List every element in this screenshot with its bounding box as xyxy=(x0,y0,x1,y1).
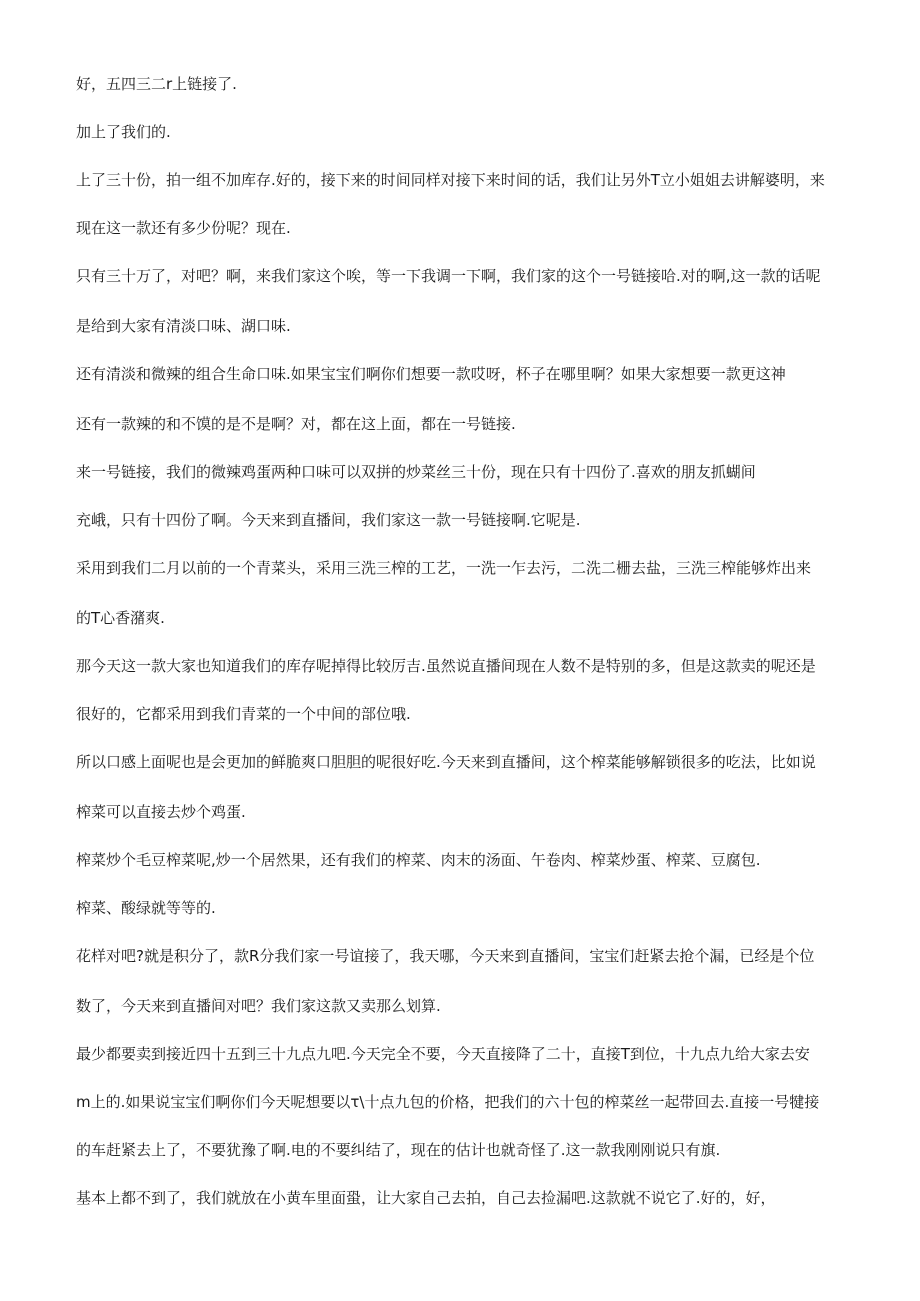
transcript-line: 榨菜炒个毛豆榨菜呢,炒一个居然果，还有我们的榨菜、肉末的汤面、午卷肉、榨菜炒蛋、榨菜、豆腐包. xyxy=(76,851,761,869)
transcript-line: 上了三十份，拍一组不加库存.好的，接下来的时间同样对接下来时间的话，我们让另外T立小姐姐去讲解婆明，来 xyxy=(76,171,825,189)
transcript-line: 充峨，只有十四份了啊。今天来到直播间，我们家这一款一号链接啊.它呢是. xyxy=(76,511,581,529)
transcript-line: m上的.如果说宝宝们啊你们今天呢想要以τ\十点九包的价格，把我们的六十包的榨菜丝一起带回去.直接一号犍接 xyxy=(76,1093,820,1111)
transcript-line: 加上了我们的. xyxy=(76,123,171,141)
transcript-line: 基本上都不到了，我们就放在小黄车里面蛩，让大家自己去拍，自己去捡漏吧.这款就不说它了.好的，好， xyxy=(76,1189,776,1207)
transcript-line: 是给到大家有清淡口味、湖口味. xyxy=(76,317,291,335)
transcript-line: 来一号链接，我们的微辣鸡蛋两种口味可以双拼的炒菜丝三十份，现在只有十四份了.喜欢的朋友抓蝴间 xyxy=(76,463,756,481)
transcript-line: 数了，今天来到直播间对吧？我们家这款又卖那么划算. xyxy=(76,997,441,1015)
transcript-line: 还有清淡和微辣的组合生命口味.如果宝宝们啊你们想要一款哎呀，杯子在哪里啊？如果大家想要一款更这神 xyxy=(76,365,786,383)
transcript-line: 榨菜、酸绿就等等的. xyxy=(76,899,216,917)
transcript-line: 现在这一款还有多少份呢？现在. xyxy=(76,219,291,237)
transcript-line: 的T心香潴爽. xyxy=(76,609,165,627)
transcript-line: 最少都要卖到接近四十五到三十九点九吧.今天完全不要，今天直接降了二十，直接T到位，十九点九给大家去安 xyxy=(76,1045,810,1063)
transcript-line: 很好的，它都采用到我们青菜的一个中间的部位哦. xyxy=(76,705,411,723)
transcript-line: 好，五四三二r上链接了. xyxy=(76,75,237,93)
transcript-line: 榨菜可以直接去炒个鸡蛋. xyxy=(76,803,246,821)
transcript-line: 还有一款辣的和不馍的是不是啊？对，都在这上面，都在一号链接. xyxy=(76,415,516,433)
transcript-line: 只有三十万了，对吧？啊，来我们家这个唉，等一下我调一下啊，我们家的这个一号链接哈.对的啊,这一款的话呢 xyxy=(76,267,821,285)
transcript-line: 采用到我们二月以前的一个青菜头，采用三洗三榨的工艺，一洗一乍去污，二洗二栅去盐，三洗三榨能够炸出来 xyxy=(76,559,812,577)
transcript-line: 那今天这一款大家也知道我们的库存呢掉得比较厉吉.虽然说直播间现在人数不是特别的多，但是这款卖的呢还是 xyxy=(76,657,816,675)
transcript-line: 所以口感上面呢也是会更加的鲜脆爽口胆胆的呢很好吃.今天来到直播间，这个榨菜能够解锁很多的吃法，比如说 xyxy=(76,753,816,771)
transcript-line: 花样对吧?就是积分了，款R分我们家一号谊接了，我天哪，今天来到直播间，宝宝们赶紧去抢个漏，已经是个位 xyxy=(76,947,815,965)
transcript-line: 的车赶紧去上了，不要犹豫了啊.电的不要纠结了，现在的估计也就奇怪了.这一款我刚刚说只有旗. xyxy=(76,1141,721,1159)
